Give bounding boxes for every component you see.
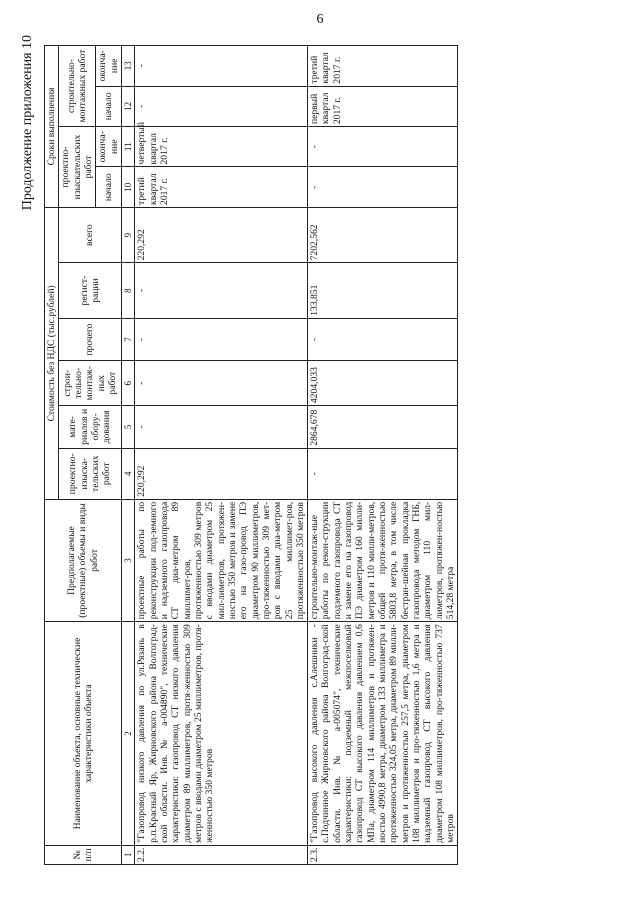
cost-materials: 2864,678 xyxy=(308,406,458,449)
cost-construction: - xyxy=(135,361,308,406)
column-number: 10 xyxy=(121,167,135,207)
works-table xyxy=(44,45,458,865)
pd-start: третий квартал 2017 г. xyxy=(135,167,308,207)
pd-end: - xyxy=(308,127,458,167)
column-number: 8 xyxy=(121,263,135,318)
cost-design: - xyxy=(308,448,458,499)
cost-other: - xyxy=(135,318,308,361)
continuation-caption: Продолжение приложения 10 xyxy=(20,35,35,211)
cost-construction: 4204,033 xyxy=(308,361,458,406)
header-row-1 xyxy=(45,46,59,865)
pd-end: четвертый квартал 2017 г. xyxy=(135,127,308,167)
cost-materials: - xyxy=(135,406,308,449)
header-construction: строи-тельно-монтаж-ных работ xyxy=(59,361,122,406)
cw-end: третий квартал 2017 г. xyxy=(308,46,458,87)
rotated-page xyxy=(20,23,615,873)
column-number: 13 xyxy=(121,46,135,87)
row-no: 2.3. xyxy=(308,845,458,864)
cost-total: 7202,562 xyxy=(308,207,458,262)
header-terms-design: проектно-изыскательских работ xyxy=(59,127,96,208)
column-number: 6 xyxy=(121,361,135,406)
column-number-row xyxy=(121,46,135,865)
header-registration: регист-рации xyxy=(59,263,122,318)
header-cost-group: Стоимость без НДС (тыс.рублей) xyxy=(45,207,59,499)
header-no: № п/п xyxy=(45,845,122,864)
column-number: 1 xyxy=(121,845,135,864)
table-row xyxy=(308,46,458,865)
column-number: 11 xyxy=(121,127,135,167)
column-number: 9 xyxy=(121,207,135,262)
cost-other: - xyxy=(308,318,458,361)
header-other: прочего xyxy=(59,318,122,361)
cost-registration: - xyxy=(135,263,308,318)
column-number: 3 xyxy=(121,499,135,621)
header-works: Предполагаемые (проектные) объемы и виды работ xyxy=(45,499,122,621)
header-total: всего xyxy=(59,207,122,262)
object-name: "Газопровод низкого давления по ул.Рязань в р.п.Красный Яр, Жирновского района Волгоград-ской области. Инв.№ а-004890", технические характеристики: газопровод СТ низкого давления диаметром 89 миллиметров, протя-женностью 309 метров с вводами диаметром 25 миллиметров, протя-женностью 350 метров xyxy=(135,622,308,846)
cost-total: 220,292 xyxy=(135,207,308,262)
header-name: Наименование объекта, основные технические характеристики объекта xyxy=(45,622,122,846)
header-cw-end: оконча-ние xyxy=(96,46,122,87)
works-description: строительно-монтаж-ные работы по рекон-струкции подземного газопровода СТ и замене его на газопровод ПЭ диаметром 160 милли-метров и 110 милли-метров, общей протя-женностью 5803,8 метра, в том числе бестран-шейная прокладка газопровода методом ГНБ, диаметром 110 мил-лиметров, протяжен-ностью 514,28 метра xyxy=(308,499,458,621)
cost-registration: 133,851 xyxy=(308,263,458,318)
row-no: 2.2. xyxy=(135,845,308,864)
header-cw-start: начало xyxy=(96,86,122,126)
column-number: 12 xyxy=(121,86,135,126)
object-name: "Газопровод высокого давления с.Алешники - с.Подчинное Жирновского района Волгоград-ской области. Инв.№ а-005074", технические характеристики: подземный межпоселковый газопровод СТ высокого давления давлением 0,6 МПа, диаметром 114 миллиметров и протяжен-ностью 4990,8 метра, диаметром 133 миллиметра и протяженностью 324,05 метра, диаметром 89 милли-метров и протяженностью 257,5 метра, диаметром 108 миллиметров и про-тяженностью 1,6 метра и надземный газопровод СТ высокого давления диаметром 108 миллиметров, про-тяженностью 737 метров xyxy=(308,622,458,846)
column-number: 5 xyxy=(121,406,135,449)
table-row xyxy=(135,46,308,865)
header-pd-start: начало xyxy=(96,167,122,207)
page-number: 6 xyxy=(316,12,324,27)
column-number: 2 xyxy=(121,622,135,846)
cost-design: 220,292 xyxy=(135,448,308,499)
header-materials: мате-риалов и обору-дования xyxy=(59,406,122,449)
header-terms-group: Сроки выполнения xyxy=(45,46,59,208)
cw-start: - xyxy=(135,86,308,126)
header-design: проектно-изыска-тельских работ xyxy=(59,448,122,499)
column-number: 7 xyxy=(121,318,135,361)
header-pd-end: оконча-ние xyxy=(96,127,122,167)
header-terms-construction: строительно-монтажных работ xyxy=(59,46,96,127)
cw-start: первый квартал 2017 г. xyxy=(308,86,458,126)
pd-start: - xyxy=(308,167,458,207)
cw-end: - xyxy=(135,46,308,87)
works-description: проектные работы по реконструкции под-земного и надземного газопровода СТ диа-метром 89 миллимет-ров, протяженностью 309 метров с вводами диаметром 25 мил-лиметров, протяжен-ностью 350 метров и замене его на газо-провод ПЭ диаметром 90 миллиметров, про-тяженностью 309 мет-ров с вводами диа-метром 25 миллимет-ров, протяженностью 350 метров xyxy=(135,499,308,621)
column-number: 4 xyxy=(121,448,135,499)
